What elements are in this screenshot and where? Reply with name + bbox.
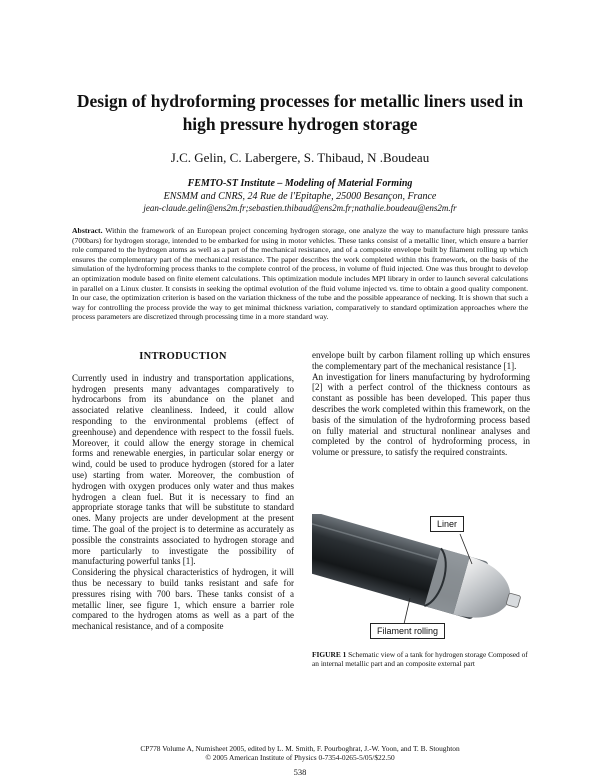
right-column bbox=[312, 350, 530, 458]
abstract bbox=[72, 226, 528, 322]
intro-paragraph-1: Currently used in industry and transportation applications, hydrogen presents many advantages comparatively to hydrocarbons from its abundance on the planet and associated relative cleanliness. Indeed, it could allow responding to the environmental problems (effect of greenhouse) and dependence with respect to the fossil fuels. Moreover, it could allow the energy storage in chemical forms and renewable energies, in particular solar energy or wind, could be used to produce hydrogen (stored for a later use) starting from water. Moreover, the combustion of hydrogen with oxygen produces only water and thus makes hydrogen a clean fuel. But it is necessary to find an appropriate storage tanks that will be substitute to standard ones. Many projects are under development at the present time. The goal of the project is to determine as accurately as possible the constraints associated to hydrogen storage and more particularly to investigate the possibility of manufacturing powerful tanks [1]. bbox=[72, 372, 294, 567]
caption-label: FIGURE 1 bbox=[312, 650, 347, 659]
abstract-label: Abstract. bbox=[72, 226, 103, 235]
abstract-text: Within the framework of an European project concerning hydrogen storage, one analyze the way to manufacture high pressure tanks (700bars) for hydrogen storage, intended to be embarked for using in motor vehicles. These tanks consist of a metallic liner, which ensure a barrier role compared to the hydrogen atoms as well as a part of the mechanical resistance, and of a composite envelope built by filament rolling up which ensures the complementary part of the mechanical resistance. The paper describes the work completed within this framework, on the basis of the simulation of the hydroforming process thanks to the complete control of the process, in volume of fluid injected. One was thus brought to develop an optimization module based on finite element calculations. This optimization module includes MPI library in order to launch several calculations in parallel on a Linux cluster. It consists in seeking the optimal evolution of the fluid volume injected vs. time to obtain a good quality component. In our case, the optimization criterion is based on the variation thickness of the tube and the possible appearance of necking. It is shown that such a way for controlling the process provide the way to get minimal thickness variation, comparatively to standard optimization approaches where the process parameters are discretized through processing time in a more standard way. bbox=[72, 226, 528, 322]
footer-line-2: © 2005 American Institute of Physics 0-7354-0265-5/05/$22.50 bbox=[205, 753, 395, 762]
intro-paragraph-3: envelope built by carbon filament rolling up which ensures the complementary part of the mechanical resistance [1]. bbox=[312, 350, 530, 371]
caption-text: Schematic view of a tank for hydrogen storage Composed of an internal metallic part and an composite external part bbox=[312, 650, 528, 668]
intro-paragraph-2: Considering the physical characteristics of hydrogen, it will thus be necessary to build tanks resistant and safe for pressures rising with 700 bars. These tanks consist of a metallic liner, see figure 1, which ensure a barrier role compared to the hydrogen atoms as well as a part of the mechanical resistance, and of a composite bbox=[72, 567, 294, 632]
section-heading-introduction: INTRODUCTION bbox=[139, 351, 227, 362]
authors: J.C. Gelin, C. Labergere, S. Thibaud, N .Boudeau bbox=[170, 150, 430, 165]
intro-paragraph-4: An investigation for liners manufacturing by hydroforming [2] with a perfect control of the thickness contours as constant as possible has been developed. This paper thus describes the work completed within this framework, on the basis of the simulation of the hydroforming process based on fully material and structural nonlinear analyses and completed by the control of hydroforming process, in volume or pressure, to satisfy the required constraints. bbox=[312, 371, 530, 458]
liner-label: Liner bbox=[430, 516, 464, 532]
filament-label: Filament rolling bbox=[370, 623, 445, 639]
left-column bbox=[72, 352, 294, 632]
filament-leader-line bbox=[404, 598, 410, 624]
affiliation-name: FEMTO-ST Institute – Modeling of Material Forming bbox=[187, 178, 413, 189]
paper-title bbox=[40, 90, 560, 136]
figure-caption bbox=[312, 650, 530, 668]
footer bbox=[60, 744, 540, 762]
affiliation-emails: jean-claude.gelin@ens2m.fr;sebastien.thibaud@ens2m.fr;nathalie.boudeau@ens2m.fr bbox=[143, 203, 457, 213]
affiliation-address: ENSMM and CNRS, 24 Rue de l'Epitaphe, 25000 Besançon, France bbox=[163, 191, 437, 202]
footer-line-1: CP778 Volume A, Numisheet 2005, edited by L. M. Smith, F. Pourboghrat, J.-W. Yoon, and T. B. Stoughton bbox=[140, 744, 460, 753]
page-number: 538 bbox=[293, 767, 307, 777]
title-line-2: high pressure hydrogen storage bbox=[182, 114, 418, 134]
figure-1 bbox=[312, 514, 530, 642]
title-line-1: Design of hydroforming processes for metallic liners used in bbox=[76, 91, 524, 111]
